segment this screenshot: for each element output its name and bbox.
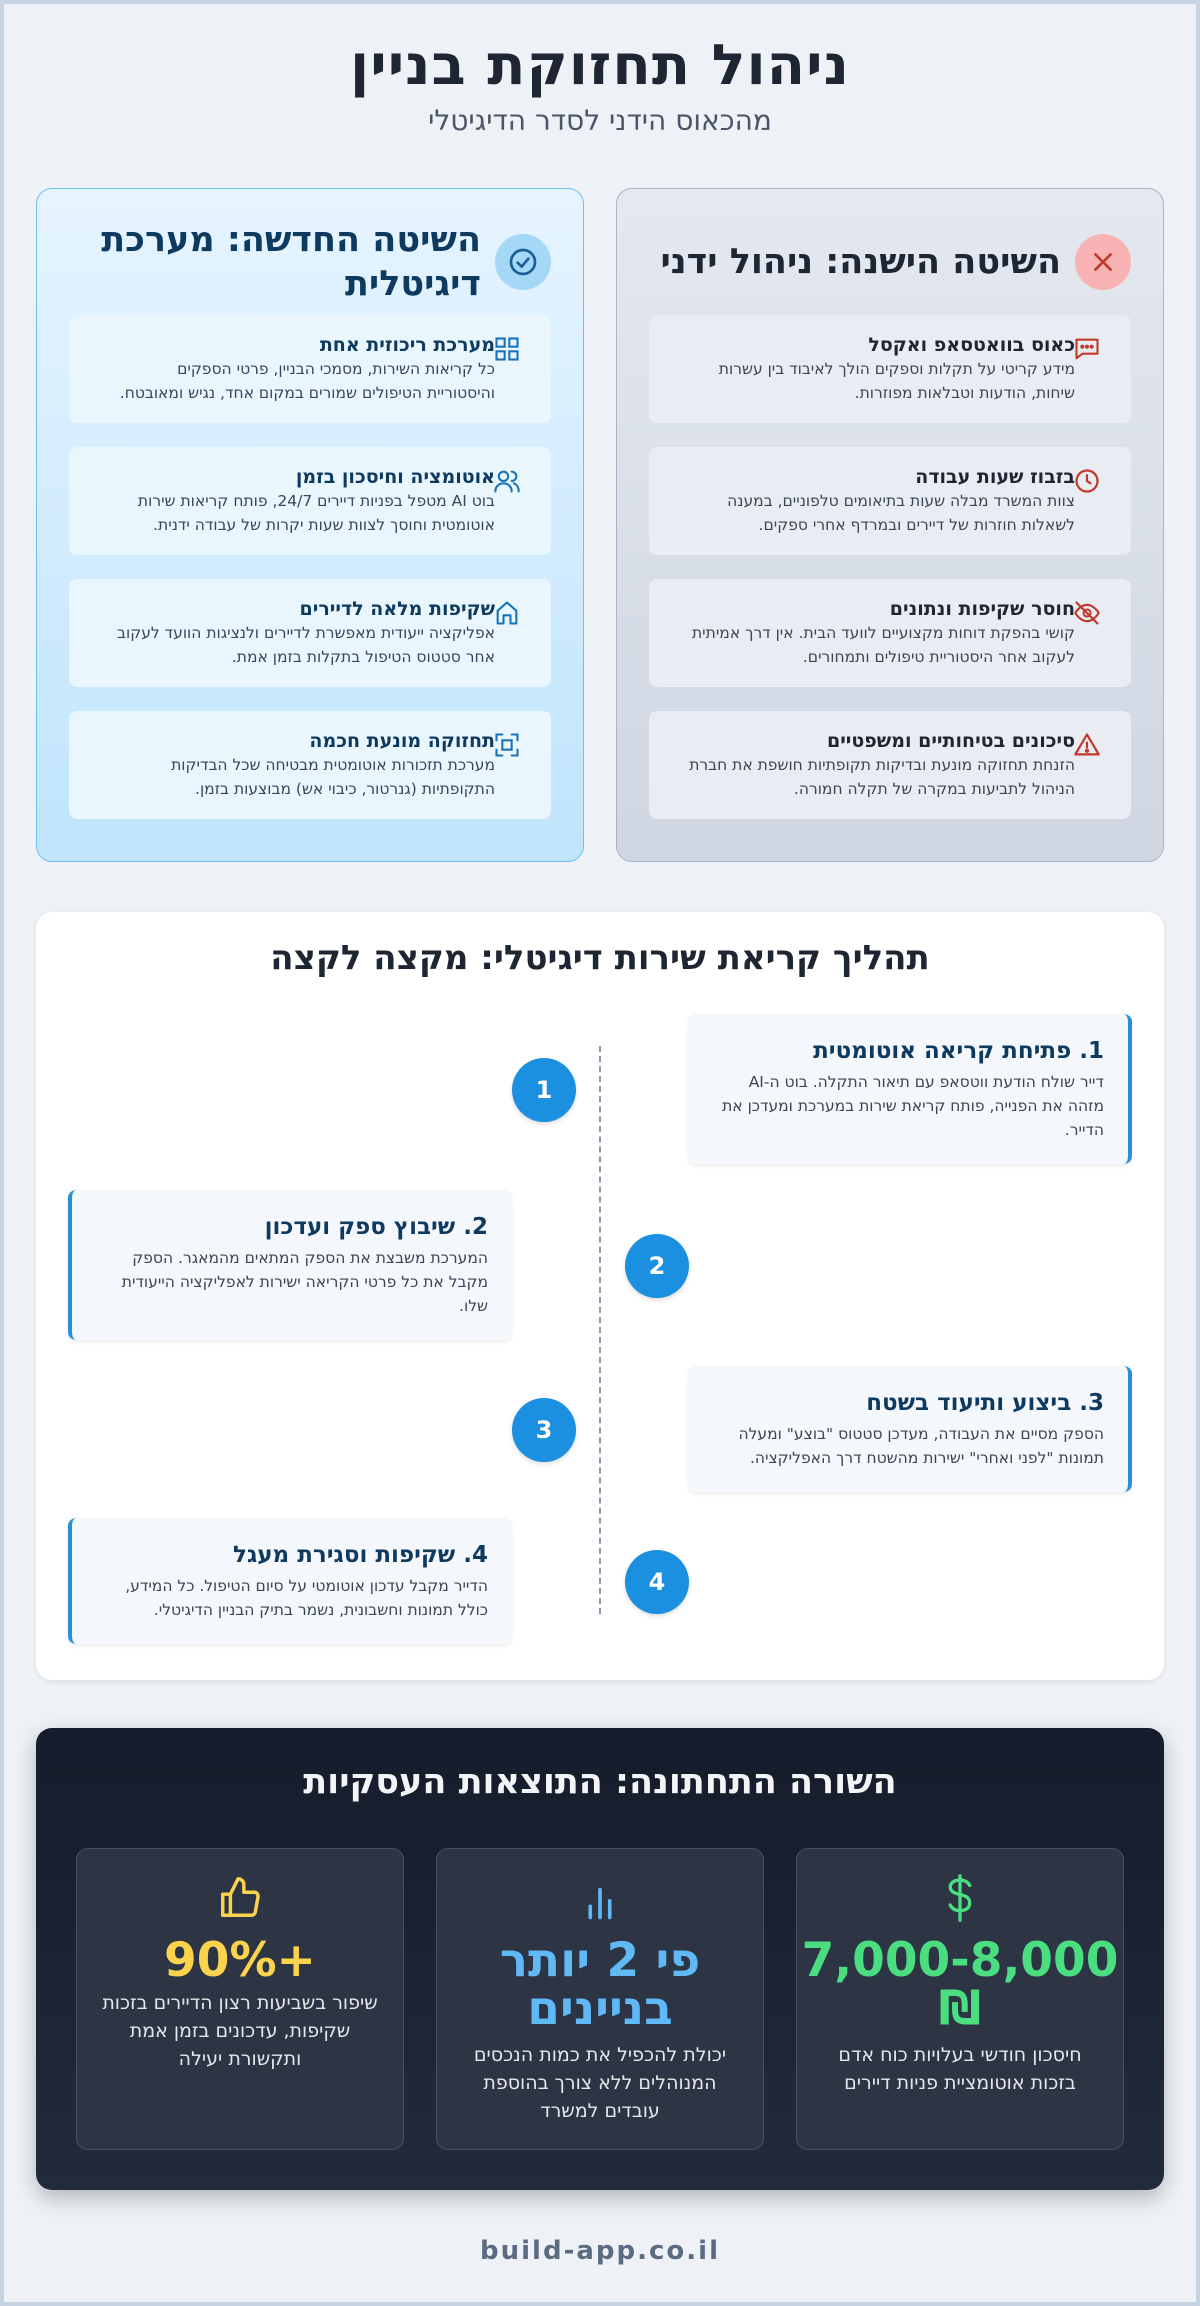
new-item xyxy=(69,711,551,819)
timeline-line xyxy=(599,1046,601,1614)
chat-dots-icon xyxy=(1073,335,1101,363)
new-item-title: אוטומציה וחיסכון בזמן xyxy=(295,466,495,488)
old-item xyxy=(649,315,1131,423)
result-card xyxy=(76,1848,404,2150)
x-icon xyxy=(1075,234,1131,290)
old-method-panel xyxy=(616,188,1164,862)
new-item-title: מערכת ריכוזית אחת xyxy=(319,334,495,356)
results-section xyxy=(36,1728,1164,2190)
step-number-badge: 3 xyxy=(512,1398,576,1462)
step-number-badge: 1 xyxy=(512,1058,576,1122)
result-desc: חיסכון חודשי בעלויות כוח אדם בזכות אוטומציית פניות דיירים xyxy=(838,2044,1082,2094)
old-item xyxy=(649,711,1131,819)
old-method-title: השיטה הישנה: ניהול ידני xyxy=(660,242,1061,282)
result-value: 7,000-8,000 ₪ xyxy=(801,1933,1119,2036)
grid-icon xyxy=(493,335,521,363)
new-item-desc: מערכת תזכורות אוטומטית מבטיחה שכל הבדיקות התקופתיות (גנרטור, כיבוי אש) מבוצעות בזמן. xyxy=(171,756,495,798)
old-item-title: חוסר שקיפות ונתונים xyxy=(889,598,1075,620)
scan-icon xyxy=(493,731,521,759)
process-step xyxy=(688,1366,1132,1492)
new-item xyxy=(69,315,551,423)
step-title: 4. שקיפות וסגירת מעגל xyxy=(233,1542,488,1568)
eye-off-icon xyxy=(1073,599,1101,627)
process-section xyxy=(36,912,1164,1680)
old-item xyxy=(649,447,1131,555)
new-item xyxy=(69,447,551,555)
page-subtitle: מהכאוס הידני לסדר הדיגיטלי xyxy=(428,104,772,137)
old-item-desc: צוות המשרד מבלה שעות בתיאומים טלפוניים, במענה לשאלות חוזרות של דיירים ובמרדף אחרי ספקים. xyxy=(727,492,1075,534)
new-method-title: השיטה החדשה: מערכת דיגיטלית xyxy=(101,220,481,304)
home-icon xyxy=(493,599,521,627)
step-desc: המערכת משבצת את הספק המתאים מהמאגר. הספק מקבל את כל פרטי הקריאה ישירות לאפליקציה הייעודית שלו. xyxy=(121,1249,488,1315)
process-step xyxy=(68,1190,512,1340)
check-circle-icon xyxy=(495,234,551,290)
new-item-desc: בוט AI מטפל בפניות דיירים 24/7, פותח קריאות שירות אוטומטית וחוסך לצוות שעות יקרות של עבודה ידנית. xyxy=(137,492,495,534)
result-card xyxy=(436,1848,764,2150)
results-title: השורה התחתונה: התוצאות העסקיות xyxy=(303,1762,897,1802)
page-title: ניהול תחזוקת בניין xyxy=(349,33,850,98)
new-item-title: תחזוקה מונעת חכמה xyxy=(309,730,495,752)
step-title: 1. פתיחת קריאה אוטומטית xyxy=(813,1038,1104,1064)
result-value: פי 2 יותר בניינים xyxy=(499,1933,701,2036)
step-desc: הדייר מקבל עדכון אוטומטי על סיום הטיפול. כל המידע, כולל תמונות וחשבונית, נשמר בתיק הבניין הדיגיטלי. xyxy=(125,1577,488,1619)
old-item-title: כאוס בוואטסאפ ואקסל xyxy=(868,334,1075,356)
result-value: +90% xyxy=(164,1933,316,1988)
step-number-badge: 2 xyxy=(625,1234,689,1298)
old-item-desc: קושי בהפקת דוחות מקצועיים לוועד הבית. אין דרך אמיתית לעקוב אחר היסטוריית טיפולים ותמחורים. xyxy=(692,624,1075,666)
new-item-desc: אפליקציה ייעודית מאפשרת לדיירים ולנציגות הוועד לעקוב אחר סטטוס הטיפול בתקלות בזמן אמת. xyxy=(117,624,495,666)
new-item xyxy=(69,579,551,687)
new-method-header xyxy=(69,221,551,303)
bar-chart-icon xyxy=(437,1873,763,1925)
process-step xyxy=(688,1014,1132,1164)
result-card xyxy=(796,1848,1124,2150)
old-item-desc: הזנחת תחזוקה מונעת ובדיקות תקופתיות חושפת את חברת הניהול לתביעות במקרה של תקלה חמורה. xyxy=(689,756,1075,798)
old-item-desc: מידע קריטי על תקלות וספקים הולך לאיבוד בין עשרות שיחות, הודעות וטבלאות מפוזרות. xyxy=(718,360,1075,402)
result-desc: יכולת להכפיל את כמות הנכסים המנוהלים ללא צורך בהוספת עובדים למשרד xyxy=(473,2044,727,2122)
old-method-header xyxy=(649,221,1131,303)
users-icon xyxy=(493,467,521,495)
process-title: תהליך קריאת שירות דיגיטלי: מקצה לקצה xyxy=(270,938,930,978)
step-desc: דייר שולח הודעת ווטסאפ עם תיאור התקלה. בוט ה-AI מזהה את הפנייה, פותח קריאת שירות במערכת ומעדכן את הדייר. xyxy=(722,1073,1104,1139)
result-desc: שיפור בשביעות רצון הדיירים בזכות שקיפות, עדכונים בזמן אמת ותקשורת יעילה xyxy=(102,1992,378,2070)
new-item-title: שקיפות מלאה לדיירים xyxy=(299,598,495,620)
step-title: 2. שיבוץ ספק ועדכון xyxy=(264,1214,488,1240)
step-desc: הספק מסיים את העבודה, מעדכן סטטוס "בוצע" ומעלה תמונות "לפני ואחרי" ישירות מהשטח דרך האפליקציה. xyxy=(738,1425,1104,1467)
page-header xyxy=(0,30,1200,137)
old-item-title: בזבוז שעות עבודה xyxy=(915,466,1075,488)
footer-link[interactable]: build-app.co.il xyxy=(480,2236,720,2266)
warning-icon xyxy=(1073,731,1101,759)
process-step xyxy=(68,1518,512,1644)
old-item-title: סיכונים בטיחותיים ומשפטיים xyxy=(826,730,1075,752)
dollar-icon xyxy=(797,1873,1123,1925)
clock-icon xyxy=(1073,467,1101,495)
step-title: 3. ביצוע ותיעוד בשטח xyxy=(866,1390,1104,1416)
thumbs-up-icon xyxy=(77,1873,403,1925)
old-item xyxy=(649,579,1131,687)
new-item-desc: כל קריאות השירות, מסמכי הבניין, פרטי הספקים והיסטוריית הטיפולים שמורים במקום אחד, נגיש ומאובטח. xyxy=(119,360,495,402)
step-number-badge: 4 xyxy=(625,1550,689,1614)
new-method-panel xyxy=(36,188,584,862)
